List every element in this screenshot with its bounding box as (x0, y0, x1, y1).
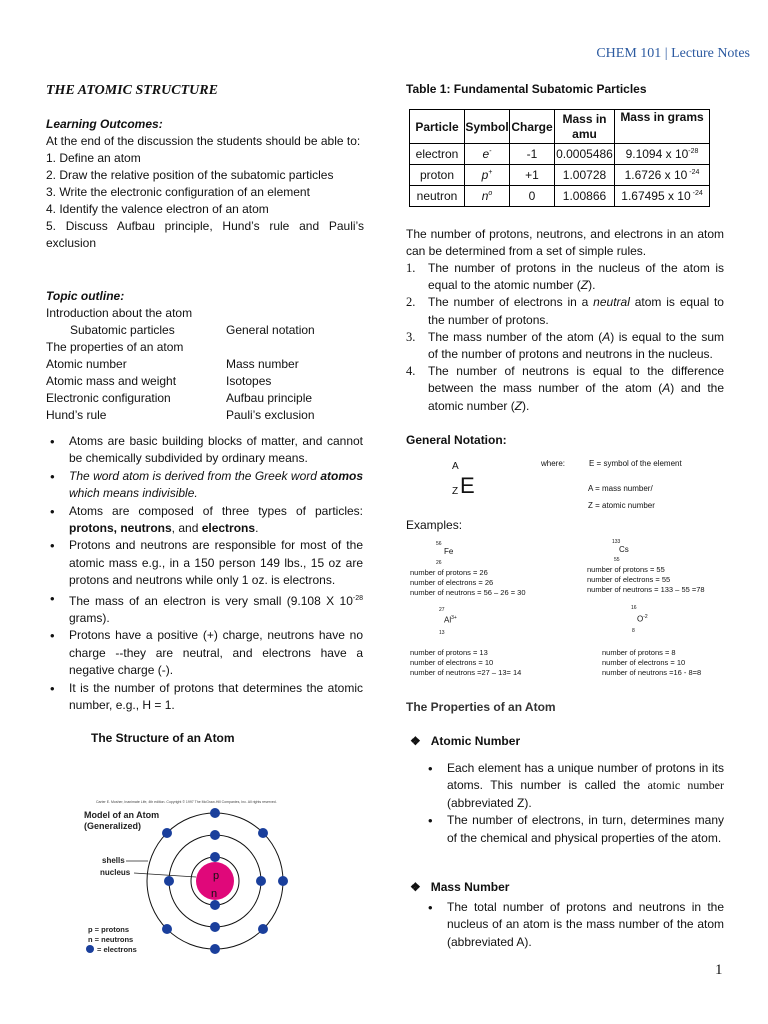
table-cell: 1.00866 (555, 186, 615, 207)
bullet-text: The word atom is derived from the Greek word (69, 468, 321, 483)
rules-section (406, 226, 724, 415)
topic-item: Isotopes (226, 374, 272, 388)
topic-item: Atomic number (46, 357, 127, 371)
topic-heading: Topic outline: (46, 289, 125, 303)
example-fe-details: number of protons = 26 number of electrons = 26 number of neutrons = 56 – 26 = 30 (410, 568, 526, 597)
example-mass-number: 27 (439, 607, 445, 613)
list-item: 2. The number of electrons in a neutral atom is equal to the number of protons. (406, 295, 724, 327)
electron (210, 852, 220, 862)
nucleus-proton-label: p (213, 870, 220, 882)
bullet-text: . (255, 521, 259, 536)
table-header: Symbol (465, 110, 510, 144)
electron (210, 830, 220, 840)
figure-credit: Carter E. Mosher, Inanimate Life, 4th edition. Copyright © 1997 The McGraw-Hill Companies, Inc. All rights reserved. (96, 800, 277, 804)
figure-subtitle: (Generalized) (84, 821, 142, 831)
learning-outcomes (46, 116, 364, 252)
diamond-bullet-icon: ❖ (410, 880, 421, 894)
outcome-item: 2. Draw the relative position of the subatomic particles (46, 168, 334, 182)
example-symbol: $Al^{3+}$ (444, 615, 457, 625)
mass-number-heading: ❖ Mass Number (410, 880, 510, 894)
atomic-number-heading: ❖ Atomic Number (410, 734, 521, 748)
example-atomic-number: 13 (439, 630, 445, 636)
example-al-details: number of protons = 13 number of electrons = 10 number of neutrons =27 – 13= 14 (410, 648, 522, 677)
example-atomic-number: 55 (614, 557, 620, 563)
nucleus-neutron-label: n (211, 888, 218, 900)
electron (164, 876, 174, 886)
key-electrons: = electrons (97, 945, 137, 954)
table-header: Charge (510, 110, 555, 144)
outcomes-intro: At the end of the discussion the students should be able to: (46, 134, 361, 148)
electron (210, 900, 220, 910)
outcome-item: 4. Identify the valence electron of an atom (46, 202, 269, 216)
atom-facts-list (46, 433, 363, 715)
table-header: Particle (410, 110, 465, 144)
bullet-text: The mass of an electron is very small (9.108 X 10 (69, 593, 353, 608)
examples-heading: Examples: (406, 518, 463, 532)
list-item: • The number of electrons, in turn, determines many of the chemical and physical properties of the atom. (424, 812, 724, 847)
table-cell: +1 (510, 165, 555, 186)
mass-number-list (424, 899, 724, 951)
electron (162, 828, 172, 838)
table-cell: 9.1094 x $10^{-28}$ (615, 144, 710, 165)
table-cell: p+ (465, 165, 510, 186)
structure-heading: The Structure of an Atom (91, 731, 235, 745)
notation-def: Z = atomic number (588, 501, 655, 510)
rules-list (406, 260, 724, 415)
list-item: • Each element has a unique number of protons in its atoms. This number is called the atomic number (abbreviated Z). (424, 760, 724, 812)
bullet-text: , and (171, 521, 202, 536)
figure-title: Model of an Atom (84, 810, 160, 820)
table-header: Mass in amu (555, 110, 615, 144)
notation-element-symbol: E (460, 473, 475, 498)
topic-item: Hund’s rule (46, 408, 107, 422)
list-item (46, 537, 363, 589)
bullet-text: Protons have a positive (+) charge, neutrons have no charge --they are neutral, and electrons have a negative charge (-). (69, 628, 363, 678)
notation-where: where: (541, 459, 566, 468)
key-electron-swatch (86, 945, 94, 953)
electron (210, 808, 220, 818)
list-item: • The total number of protons and neutrons in the nucleus of an atom is the mass number of the atom (abbreviated A). (424, 899, 724, 951)
key-protons: p = protons (88, 925, 130, 934)
table-cell: e- (465, 144, 510, 165)
table-row (410, 186, 710, 207)
bullet-text: Atoms are composed of three types of particles: (69, 503, 363, 518)
notation-heading: General Notation: (406, 433, 507, 447)
bullet-bold: atomos (320, 468, 363, 483)
electron (278, 876, 288, 886)
list-item (46, 680, 363, 715)
table-cell: proton (410, 165, 465, 186)
table-cell: 1.6726 x 10 $^{-24}$ (615, 165, 710, 186)
nucleus-label: nucleus (100, 868, 131, 877)
table-cell: 0 (510, 186, 555, 207)
electron (256, 876, 266, 886)
electron (258, 828, 268, 838)
example-mass-number: 56 (436, 541, 442, 547)
list-item: 4. The number of neutrons is equal to the difference between the mass number of the atom (A) and the atomic number (Z). (406, 364, 724, 413)
notation-def: E = symbol of the element (589, 459, 682, 468)
electron (162, 924, 172, 934)
electron (258, 924, 268, 934)
example-cs-details: number of protons = 55 number of electrons = 55 number of neutrons = 133 – 55 =78 (587, 565, 705, 594)
diamond-bullet-icon: ❖ (410, 734, 421, 748)
properties-heading: The Properties of an Atom (406, 700, 556, 714)
notation-def: A = mass number/ (588, 484, 653, 493)
topic-item: Mass number (226, 357, 299, 371)
atom-model-figure (78, 795, 318, 957)
outcomes-heading: Learning Outcomes: (46, 117, 163, 131)
table-cell: 1.67495 x 10 $^{-24}$ (615, 186, 710, 207)
table-header: Mass in grams (615, 110, 710, 144)
topic-item: General notation (226, 323, 315, 337)
topic-item: Electronic configuration (46, 391, 171, 405)
topic-item: The properties of an atom (46, 340, 184, 354)
table-row (410, 165, 710, 186)
table-cell: 1.00728 (555, 165, 615, 186)
bullet-text: Protons and neutrons are responsible for most of the atomic mass e.g., in a 150 person 149 lbs., 15 oz are protons and neutrons while only 1 oz. is electrons. (69, 538, 363, 588)
nucleus-pointer (134, 873, 196, 877)
electron (210, 922, 220, 932)
example-atomic-number: 8 (632, 628, 635, 634)
notation-number-symbol: Z (452, 486, 459, 497)
page-header: CHEM 101 | Lecture Notes (596, 46, 750, 61)
page-title: THE ATOMIC STRUCTURE (46, 83, 218, 98)
table-row (410, 144, 710, 165)
exponent: -28 (352, 594, 363, 602)
notation-mass-symbol: A (452, 461, 459, 472)
table-cell: 0.0005486 (555, 144, 615, 165)
example-symbol: $O^{-2}$ (637, 614, 648, 624)
bullet-text: which means indivisible. (69, 486, 198, 501)
table-cell: -1 (510, 144, 555, 165)
example-o-details: number of protons = 8 number of electrons = 10 number of neutrons =16 - 8=8 (602, 648, 702, 677)
example-mass-number: 133 (612, 539, 621, 545)
atomic-number-list (424, 760, 724, 847)
table-caption: Table 1: Fundamental Subatomic Particles (406, 82, 647, 96)
table-cell: $n^o$ (465, 186, 510, 207)
rules-intro: The number of protons, neutrons, and electrons in an atom can be determined from a set of simple rules. (406, 227, 724, 258)
topic-item: Atomic mass and weight (46, 374, 177, 388)
list-item (46, 627, 363, 679)
list-item (46, 433, 363, 468)
bullet-bold: protons, neutrons (69, 521, 172, 536)
outcome-item: 3. Write the electronic configuration of an element (46, 185, 310, 199)
topic-outline (46, 288, 364, 424)
topic-item: Aufbau principle (226, 391, 313, 405)
topic-item: Subatomic particles (70, 323, 175, 337)
table-cell: neutron (410, 186, 465, 207)
list-item (46, 468, 363, 503)
shells-label: shells (102, 856, 125, 865)
page-number: 1 (715, 962, 723, 978)
bullet-bold: electrons (201, 521, 256, 536)
key-neutrons: n = neutrons (88, 935, 134, 944)
bullet-text: grams). (69, 611, 110, 626)
bullet-text: It is the number of protons that determines the atomic number, e.g., H = 1. (69, 680, 363, 713)
list-item: 3. The mass number of the atom (A) is equal to the sum of the number of protons and neutrons in the nucleus. (406, 329, 724, 362)
example-symbol: Cs (619, 545, 629, 554)
example-atomic-number: 26 (436, 560, 442, 566)
electron (210, 944, 220, 954)
outcome-item: 5. Discuss Aufbau principle, Hund’s rule and Pauli’s exclusion (46, 219, 364, 250)
example-mass-number: 16 (631, 605, 637, 611)
outcome-item: 1. Define an atom (46, 151, 141, 165)
bullet-text: Atoms are basic building blocks of matter, and cannot be chemically subdivided by ordinary means. (69, 434, 363, 466)
topic-intro: Introduction about the atom (46, 306, 193, 320)
topic-item: Pauli’s exclusion (226, 408, 315, 422)
list-item (46, 590, 363, 628)
example-symbol: Fe (444, 547, 454, 556)
list-item: 1. The number of protons in the nucleus of the atom is equal to the atomic number (Z). (406, 261, 724, 293)
list-item (46, 503, 363, 538)
table-cell: electron (410, 144, 465, 165)
subatomic-table (409, 109, 710, 207)
